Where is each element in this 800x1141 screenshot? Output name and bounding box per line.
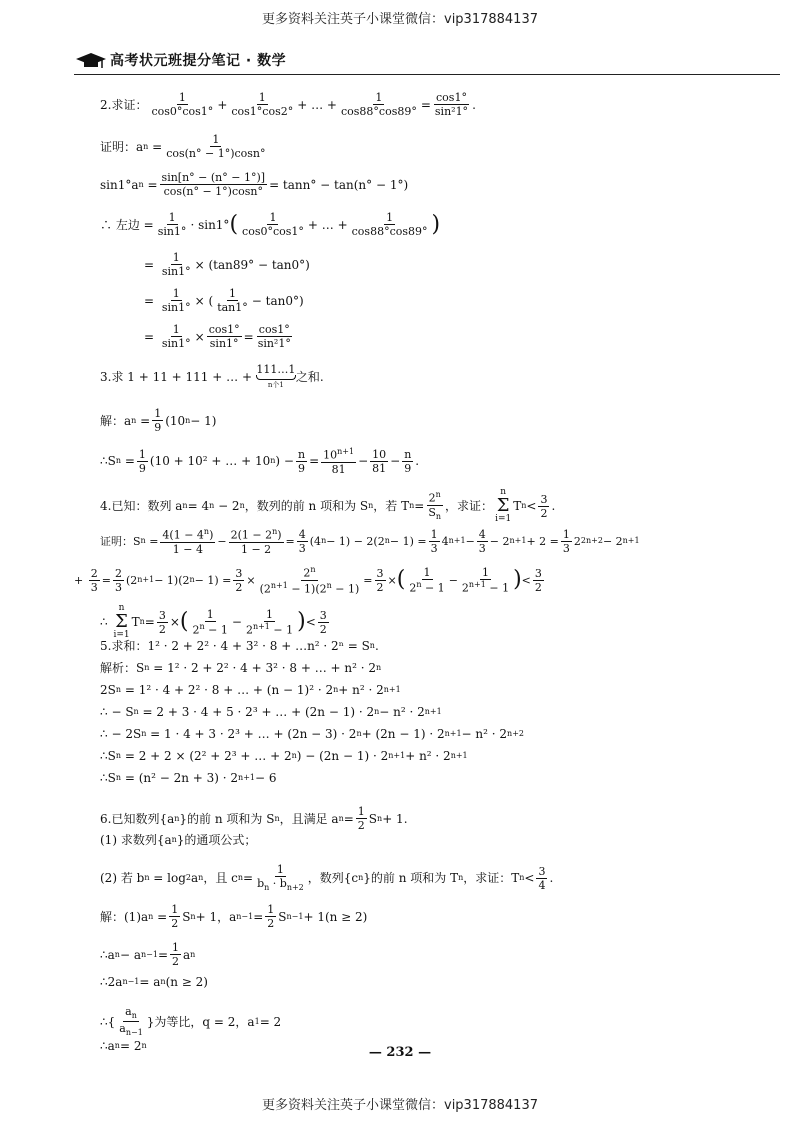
problem-3-solution-line-1: 解：a n = $\frac{1}{9}$ (10 n − 1) bbox=[100, 407, 217, 434]
problem-4-proof-line-1: 证明：S n = $\frac{4(1 - 4^n)}{1 - 4}$ − $\frac{2(1 - 2^n)}{1 - 2}$ = $\frac{4}{3}$ (4 n − 1) − 2(2 n − 1) = $\frac{1}{3}$ 4 n+1 − $\frac{4}{3}$ − 2 n+1 + 2 = $\frac{1}{3}$ 2 2n+2 − 2 n+1 bbox=[100, 527, 640, 556]
problem-2-proof-line-6: = $\frac{1}{\sin 1^\circ}$ × $\frac{\cos 1^\circ}{\sin 1^\circ}$ = $\frac{\cos 1^\circ}{\text{sin²1°}}$ bbox=[144, 323, 291, 350]
problem-2-proof-line-1: 证明：a n = $\frac{1}{\cos(n^\circ - 1^\circ)\cos n^\circ}$ bbox=[100, 133, 266, 160]
problem-4-proof-line-2: + $\frac{2}{3}$ = $\frac{2}{3}$ (2 n+1 − 1)(2 n − 1) = $\frac{3}{2}$ × $\frac{2^n}{(2^{n+1} - 1)(2^n - 1)}$ = $\frac{3}{2}$ × ( $\frac{1}{2^n - 1}$ − $\frac{1}{2^{n+1} - 1}$ ) < $\frac{3}{2}$ bbox=[74, 565, 542, 596]
problem-2-proof-line-2: sin1°a n = $\frac{\sin[n^\circ - (n^\circ - 1^\circ)]}{\cos(n^\circ - 1^\circ)\cos n^\circ}$ = tann° − tan(n° − 1°) bbox=[100, 171, 409, 198]
graduation-cap-icon bbox=[74, 51, 108, 71]
problem-6-solution-line-3: ∴2a n−1 = a n (n ≥ 2) bbox=[100, 975, 208, 989]
problem-5-solution-line-3: ∴ − S n = 2 + 3 · 4 + 5 · 2³ + … + (2n − 1) · 2 n − n² · 2 n+1 bbox=[100, 705, 442, 719]
problem-2-proof-line-4: = $\frac{1}{\sin 1^\circ}$ × (tan89° − tan0°) bbox=[144, 251, 310, 278]
page-header bbox=[74, 48, 780, 75]
problem-2-statement: 2.求证： $\frac{1}{\cos 0^\circ\cos 1^\circ}$ + $\frac{1}{\cos 1^\circ\cos 2^\circ}$ + … + $\frac{1}{\cos 88^\circ\cos 89^\circ}$ = $\frac{\cos 1^\circ}{\text{sin²1°}}$ . bbox=[100, 91, 476, 118]
problem-6-solution-line-2: ∴a n − a n−1 = $\frac{1}{2}$ a n bbox=[100, 941, 196, 968]
problem-4-proof-line-3: ∴ n Σ i=1 T n = $\frac{3}{2}$ × ( $\frac{1}{2^n - 1}$ − $\frac{1}{2^{n+1} - 1}$ ) < $\frac{3}{2}$ bbox=[100, 603, 327, 640]
problem-5-solution-line-4: ∴ − 2S n = 1 · 4 + 3 · 2³ + … + (2n − 3) · 2 n + (2n − 1) · 2 n+1 − n² · 2 n+2 bbox=[100, 727, 524, 741]
problem-2-proof-line-5: = $\frac{1}{\sin 1^\circ}$ × ( $\frac{1}{\tan 1^\circ}$ − tan0°) bbox=[144, 287, 304, 314]
problem-3-statement: 3.求 1 + 11 + 111 + … + 111…1 n个1 之和. bbox=[100, 363, 324, 389]
problem-6-solution-line-1: 解：(1)a n = $\frac{1}{2}$ S n + 1，a n−1 = $\frac{1}{2}$ S n−1 + 1(n ≥ 2) bbox=[100, 903, 368, 930]
problem-3-solution-line-2: ∴S n = $\frac{1}{9}$ (10 + 10² + … + 10 n ) − $\frac{n}{9}$ = $\frac{10^{n+1}}{81}$ − $\frac{10}{81}$ − $\frac{n}{9}$ . bbox=[100, 447, 420, 476]
problem-6-part-1: (1) 求数列{a n }的通项公式； bbox=[100, 833, 257, 847]
problem-4-statement: 4.已知：数列 a n = 4 n − 2 n ，数列的前 n 项和为 S n ，若 T n = $\frac{2^n}{S_n}$ ，求证： n Σ i=1 T n < $\frac{3}{2}$ . bbox=[100, 487, 556, 524]
problem-5-solution-line-1: 解析：S n = 1² · 2 + 2² · 4 + 3² · 8 + … + n² · 2 n bbox=[100, 661, 382, 675]
problem-6-part-2: (2) 若 b n = log 2 a n ，且 c n = $\frac{1}{b_n \cdot b_{n+2}}$ ，数列{c n }的前 n 项和为 T n ，求证：T n < $\frac{3}{4}$ . bbox=[100, 863, 554, 893]
problem-5-solution-line-5: ∴S n = 2 + 2 × (2² + 2³ + … + 2 n ) − (2n − 1) · 2 n+1 + n² · 2 n+1 bbox=[100, 749, 468, 763]
header-title: 高考状元班提分笔记 · 数学 bbox=[110, 53, 287, 69]
problem-6-solution-line-4: ∴{ $\frac{a_n}{a_{n-1}}$ }为等比，q = 2，a 1 = 2 bbox=[100, 1005, 282, 1038]
problem-2-label: 2.求证： bbox=[100, 97, 148, 112]
watermark-bottom: 更多资料关注英子小课堂微信：vip317884137 bbox=[262, 1098, 538, 1113]
problem-5-statement: 5.求和：1² · 2 + 2² · 4 + 3² · 8 + …n² · 2ⁿ = S n . bbox=[100, 639, 379, 653]
problem-5-solution-line-2: 2S n = 1² · 4 + 2² · 8 + … + (n − 1)² · 2 n + n² · 2 n+1 bbox=[100, 683, 401, 697]
page-number: — 232 — bbox=[368, 1045, 432, 1060]
problem-6-solution-line-5: ∴a n = 2 n bbox=[100, 1039, 147, 1053]
problem-2-proof-line-3: ∴ 左边 = $\frac{1}{\sin 1^\circ}$ · sin1° ( $\frac{1}{\cos 0^\circ\cos 1^\circ}$ + … + $\frac{1}{\cos 88^\circ\cos 89^\circ}$ ) bbox=[100, 211, 441, 238]
watermark-top: 更多资料关注英子小课堂微信：vip317884137 bbox=[262, 12, 538, 27]
problem-5-solution-line-6: ∴S n = (n² − 2n + 3) · 2 n+1 − 6 bbox=[100, 771, 277, 785]
problem-6-statement: 6.已知数列{a n }的前 n 项和为 S n ，且满足 a n = $\frac{1}{2}$ S n + 1. bbox=[100, 805, 408, 832]
